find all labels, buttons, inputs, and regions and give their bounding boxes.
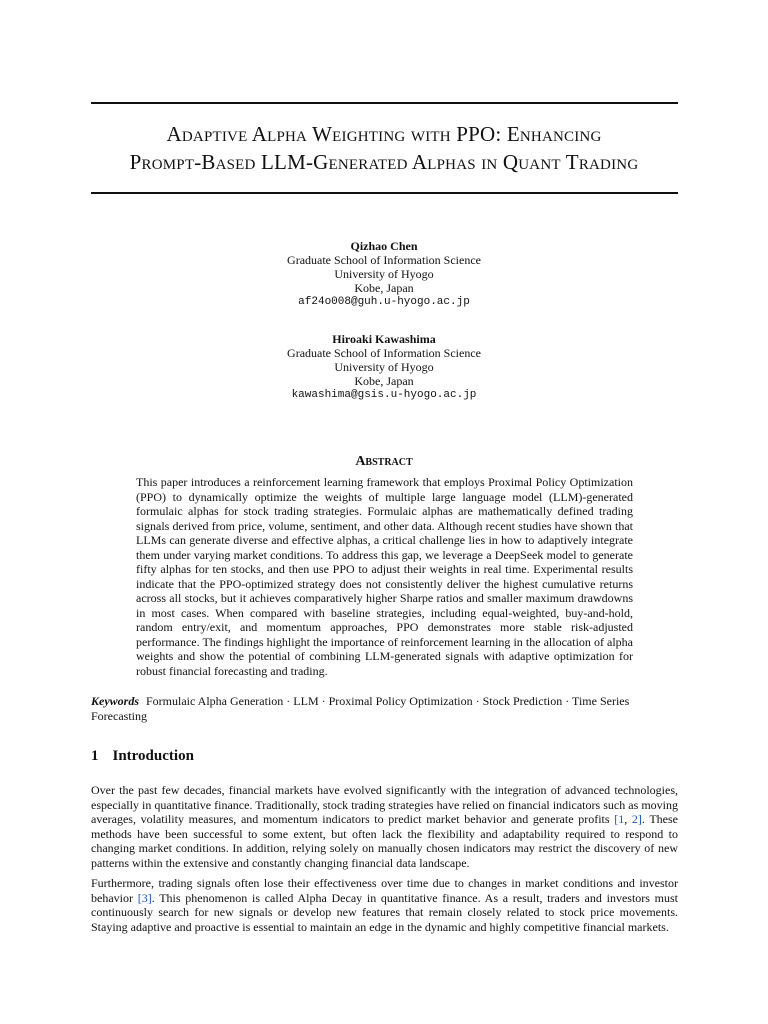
paragraph-2-text-b: . This phenomenon is called Alpha Decay in quantitative finance. As a result, traders and investors must continuously search for new signals or develop new features that remain closely related to stock price movements. Staying adaptive and proactive is essential to maintain an edge in the dynamic and highly competitive financial markets. [91, 890, 679, 934]
citation-link-3[interactable]: [3] [137, 890, 152, 905]
author-affiliation: Graduate School of Information Science [287, 346, 481, 360]
abstract-heading: Abstract [355, 454, 413, 469]
section-number: 1 [91, 748, 99, 764]
author-university: University of Hyogo [334, 267, 434, 281]
paper-title [70, 120, 698, 176]
paragraph-1-text-b: . These methods have been successful to some extent, but often lack the flexibility and adaptability required to respond to changing market conditions. In addition, relying solely on manually chosen indicators may restrict the discovery of new patterns within the extensive and constantly changing financial data landscape. [91, 812, 678, 870]
author-email[interactable]: af24o008@guh.u-hyogo.ac.jp [298, 296, 470, 308]
author-email[interactable]: kawashima@gsis.u-hyogo.ac.jp [291, 389, 477, 401]
keywords-line [91, 694, 678, 724]
title-bottom-rule [91, 192, 678, 194]
author-name: Hiroaki Kawashima [332, 332, 436, 346]
abstract-text: This paper introduces a reinforcement learning framework that employs Proximal Policy Optimization (PPO) to dynamically optimize the weights of multiple large language model (LLM)-generated formulaic alphas for stock trading strategies. Formulaic alphas are mathematically defined trading signals derived from price, volume, sentiment, and other data. Although recent studies have shown that LLMs can generate diverse and effective alphas, a critical challenge lies in how to adaptively integrate them under varying market conditions. To address this gap, we leverage a DeepSeek model to generate fifty alphas for ten stocks, and then use PPO to adjust their weights in real time. Experimental results indicate that the PPO-optimized strategy does not consistently deliver the highest cumulative returns across all stocks, but it achieves comparatively higher Sharpe ratios and smaller maximum drawdowns in most cases. When compared with baseline strategies, including equal-weighted, buy-and-hold, random entry/exit, and momentum approaches, PPO demonstrates more stable risk-adjusted performance. The findings highlight the importance of reinforcement learning in the allocation of alpha weights and show the potential of combining LLM-generated signals with adaptive optimization for robust financial forecasting and trading. [136, 475, 633, 678]
paragraph-2 [91, 876, 678, 934]
author-affiliation: Graduate School of Information Science [287, 253, 481, 267]
section-title: Introduction [112, 748, 194, 764]
author-location: Kobe, Japan [354, 374, 414, 388]
author-location: Kobe, Japan [354, 281, 414, 295]
paper-title-line-1: Adaptive Alpha Weighting with PPO: Enhancing [166, 122, 602, 146]
author-block-1 [200, 239, 568, 309]
citation-separator: , [624, 812, 632, 826]
citation-link-2[interactable]: 2] [631, 812, 642, 826]
title-top-rule [91, 102, 678, 104]
author-name: Qizhao Chen [350, 239, 418, 253]
paragraph-1 [91, 783, 678, 870]
citation-link-1[interactable]: [1 [614, 812, 625, 826]
section-heading-introduction [91, 748, 194, 765]
keywords-text: Formulaic Alpha Generation · LLM · Proximal Policy Optimization · Stock Prediction · Time Series Forecasting [91, 694, 630, 723]
paper-title-line-2: Prompt-Based LLM-Generated Alphas in Quant Trading [129, 150, 639, 174]
author-block-2 [200, 332, 568, 402]
paragraph-2-text-a: Furthermore, trading signals often lose their effectiveness over time due to changes in market conditions and investor behavior [91, 876, 678, 905]
author-university: University of Hyogo [334, 360, 434, 374]
keywords-label: Keywords [91, 694, 139, 708]
paragraph-1-text-a: Over the past few decades, financial markets have evolved significantly with the integration of advanced technologies, especially in quantitative finance. Traditionally, stock trading strategies have relied on financial indicators such as moving averages, volatility measures, and momentum indicators to predict market behavior and generate profits [91, 783, 678, 826]
